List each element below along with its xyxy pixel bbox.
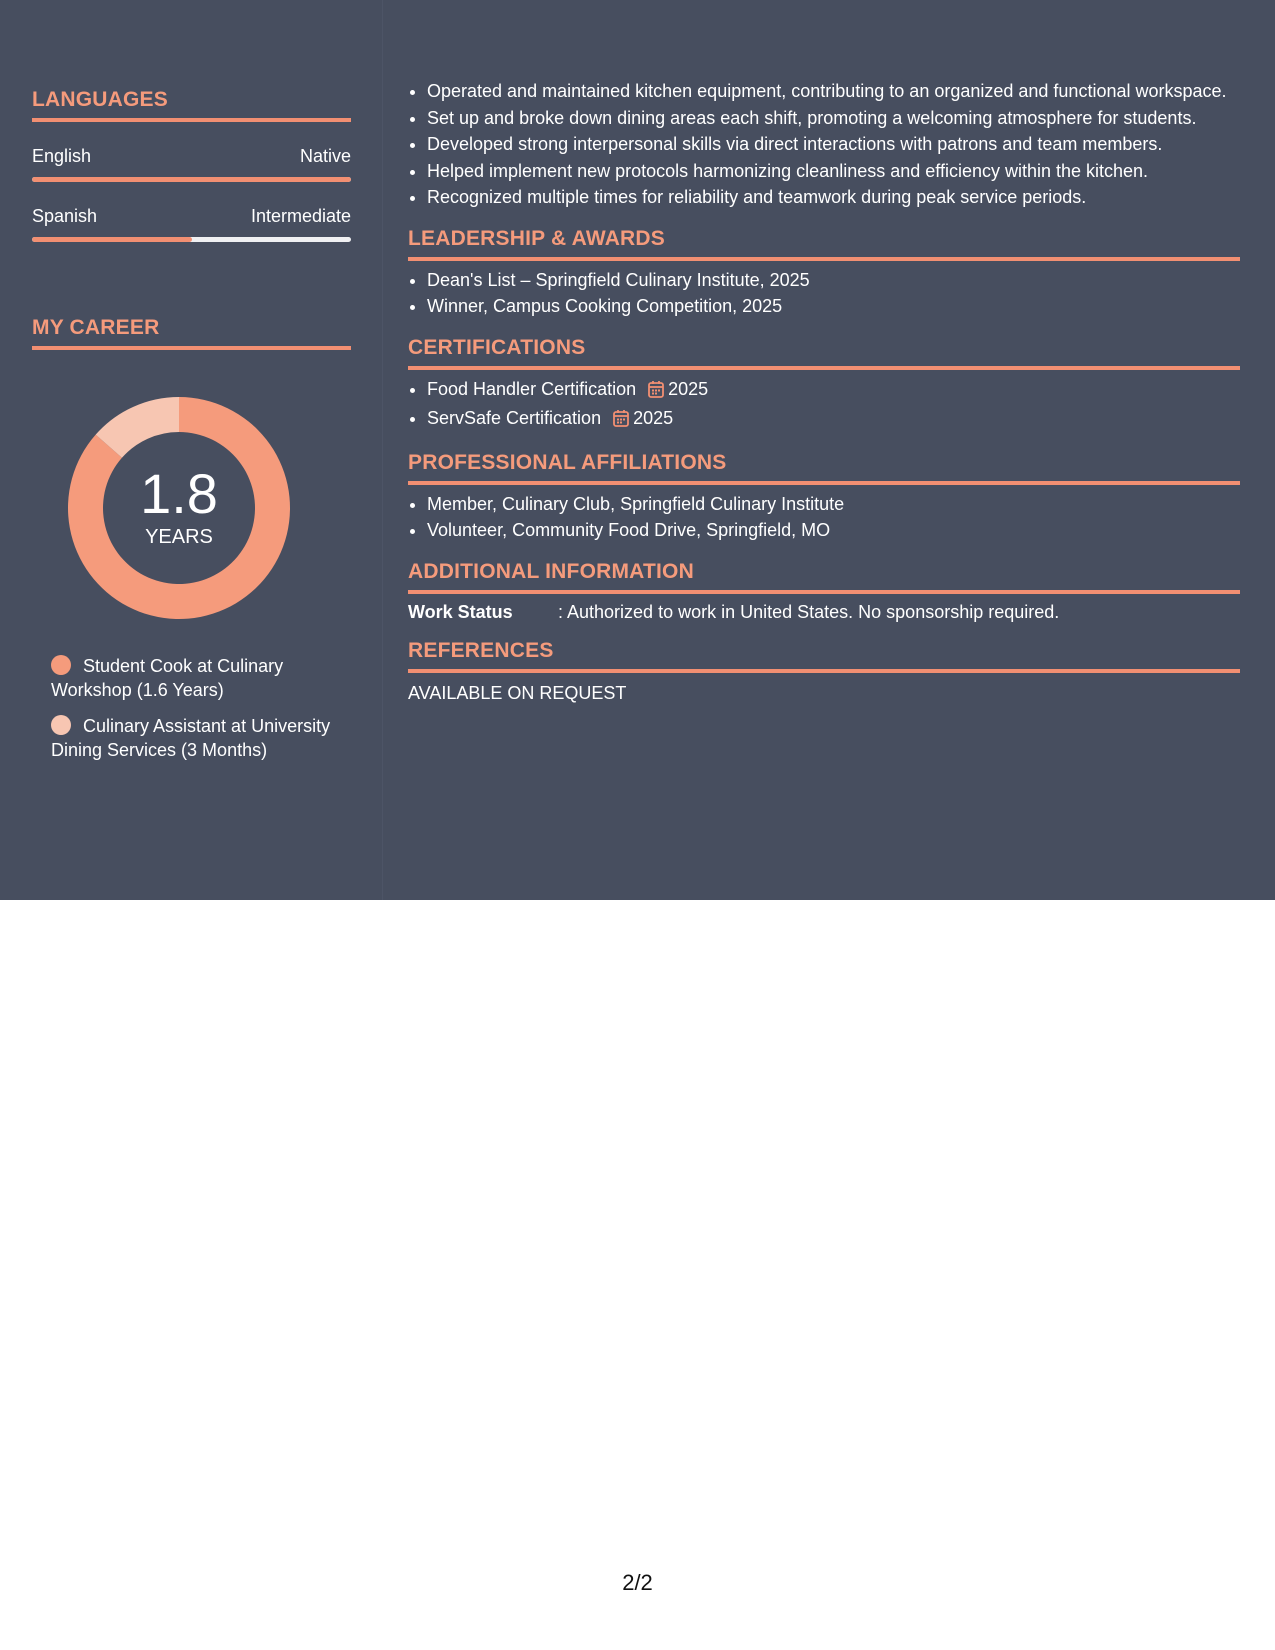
work-status-label: Work Status [408, 601, 513, 622]
work-status-value: : Authorized to work in United States. No sponsorship required. [558, 601, 1060, 622]
experience-bullet-list [408, 78, 1240, 211]
language-level: Native [299, 146, 351, 166]
list-item: • Developed strong interpersonal skills via direct interactions with patrons and team members. [427, 131, 1240, 158]
career-legend [32, 654, 351, 762]
list-item: • Helped implement new protocols harmonizing cleanliness and efficiency within the kitchen. [427, 158, 1240, 185]
languages-title: LANGUAGES [32, 88, 351, 122]
career-legend-item [51, 714, 351, 762]
sidebar [32, 88, 351, 774]
legend-dot-icon [51, 655, 71, 675]
list-item: • Member, Culinary Club, Springfield Culinary Institute [427, 491, 1240, 518]
certification-name: Food Handler Certification [427, 378, 637, 399]
career-donut-chart [67, 396, 291, 620]
references-text: AVAILABLE ON REQUEST [408, 682, 627, 703]
calendar-icon [648, 379, 664, 406]
work-status-row [408, 602, 1240, 623]
legend-dot-icon [51, 715, 71, 735]
affiliations-title: PROFESSIONAL AFFILIATIONS [408, 451, 1240, 485]
language-name: Spanish [32, 206, 98, 226]
list-item: • Winner, Campus Cooking Competition, 2025 [427, 293, 1240, 320]
language-name: English [32, 146, 92, 166]
additional-info-title: ADDITIONAL INFORMATION [408, 560, 1240, 594]
certification-year: 2025 [633, 408, 674, 428]
column-divider [382, 0, 383, 900]
list-item: • Dean's List – Springfield Culinary Institute, 2025 [427, 267, 1240, 294]
leadership-title: LEADERSHIP & AWARDS [408, 227, 1240, 261]
affiliations-list [408, 491, 1240, 544]
references-title: REFERENCES [408, 639, 1240, 673]
list-item: • Recognized multiple times for reliability and teamwork during peak service periods. [427, 184, 1240, 211]
legend-label: Culinary Assistant at University Dining Services (3 Months) [51, 716, 331, 760]
certification-item [427, 405, 1240, 435]
list-item: • Volunteer, Community Food Drive, Springfield, MO [427, 517, 1240, 544]
language-proficiency-bar [32, 237, 351, 242]
language-item-english [32, 146, 351, 182]
main-content [408, 78, 1240, 704]
language-proficiency-bar [32, 177, 351, 182]
career-total-unit: YEARS [145, 526, 213, 548]
career-title: MY CAREER [32, 316, 351, 350]
certification-item [427, 376, 1240, 406]
language-proficiency-fill [32, 177, 351, 182]
calendar-icon [613, 408, 629, 435]
certification-year: 2025 [668, 378, 709, 399]
page-number: 2/2 [622, 1570, 653, 1595]
certifications-title: CERTIFICATIONS [408, 336, 1240, 370]
career-total-years: 1.8 [140, 462, 218, 525]
list-item: • Set up and broke down dining areas each shift, promoting a welcoming atmosphere for students. [427, 105, 1240, 132]
career-legend-item [51, 654, 351, 702]
leadership-list [408, 267, 1240, 320]
language-proficiency-fill [32, 237, 192, 242]
list-item: • Operated and maintained kitchen equipment, contributing to an organized and functional workspace. [427, 78, 1240, 105]
language-item-spanish [32, 206, 351, 242]
certifications-list [408, 376, 1240, 435]
legend-label: Student Cook at Culinary Workshop (1.6 Years) [51, 656, 284, 700]
certification-name: ServSafe Certification [427, 408, 602, 428]
language-level: Intermediate [250, 206, 351, 226]
